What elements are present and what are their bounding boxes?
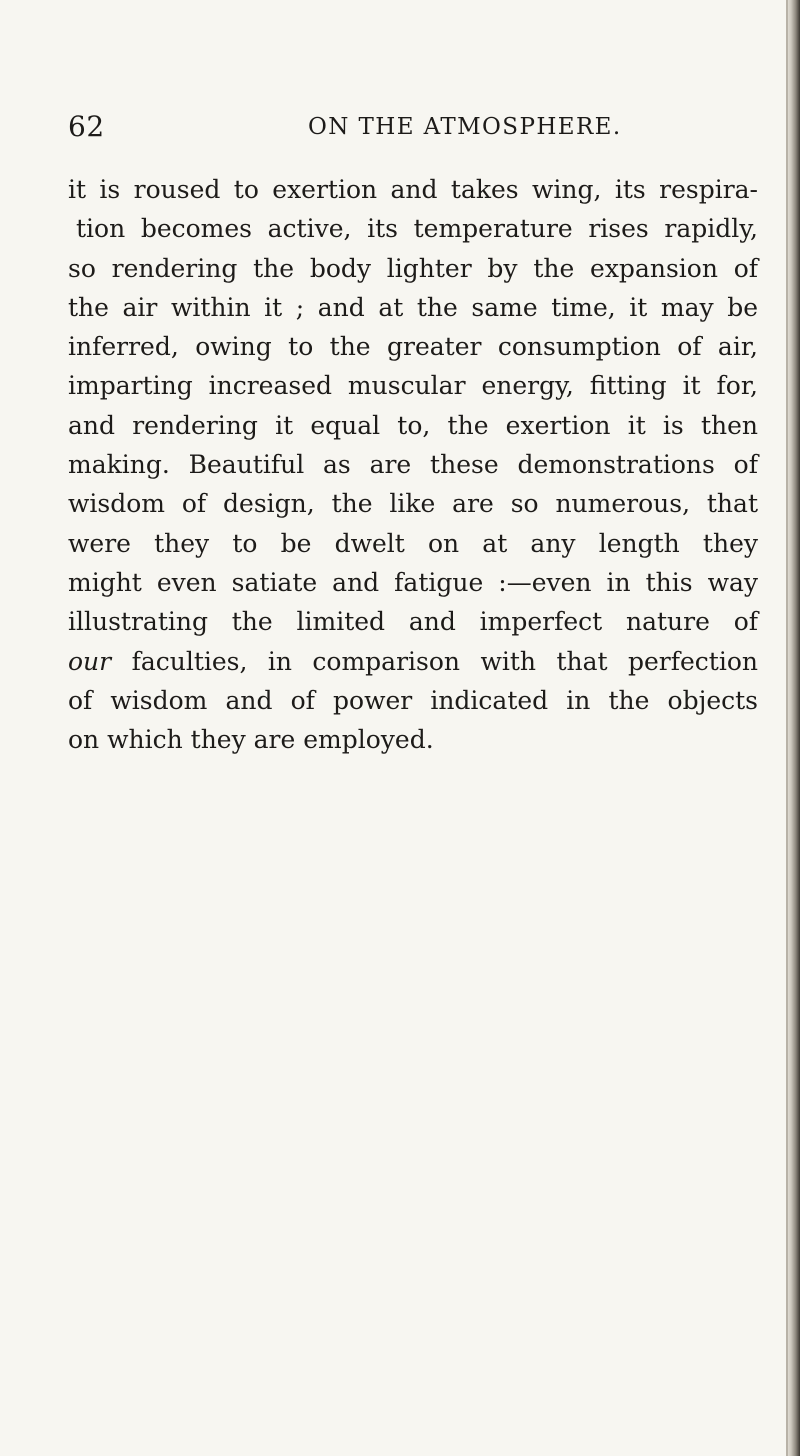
text-line: it is roused to exertion and takes wing, its respira-	[68, 175, 758, 204]
page-header	[68, 109, 768, 149]
text-line: on which they are employed.	[68, 725, 434, 755]
text-line: the air within it ; and at the same time, it may be	[68, 292, 758, 322]
text-line: tion becomes active, its temperature rises rapidly,	[76, 214, 758, 244]
text-line: illustrating the limited and imperfect nature of	[68, 607, 758, 637]
text-line: so rendering the body lighter by the expansion of	[68, 253, 758, 283]
text-line: were they to be dwelt on at any length they	[68, 528, 758, 558]
page-edge-line	[786, 0, 788, 1456]
page-edge-shadow	[786, 0, 800, 1456]
text-line: wisdom of design, the like are so numerous, that	[68, 489, 758, 519]
text-line: of wisdom and of power indicated in the objects	[68, 685, 758, 715]
text-line: inferred, owing to the greater consumption of air,	[68, 332, 758, 362]
body-text	[68, 170, 758, 759]
italic-word: our	[68, 646, 112, 676]
text-line: making. Beautiful as are these demonstrations of	[68, 450, 758, 480]
text-line: imparting increased muscular energy, fitting it for,	[68, 371, 758, 401]
page-number: 62	[68, 110, 105, 143]
text-line: and rendering it equal to, the exertion it is then	[68, 410, 758, 440]
text-line: might even satiate and fatigue :—even in this way	[68, 567, 758, 597]
text-line-rest: faculties, in comparison with that perfection	[131, 646, 758, 676]
running-head: ON THE ATMOSPHERE.	[308, 114, 622, 140]
text-line-with-italic	[68, 642, 758, 681]
